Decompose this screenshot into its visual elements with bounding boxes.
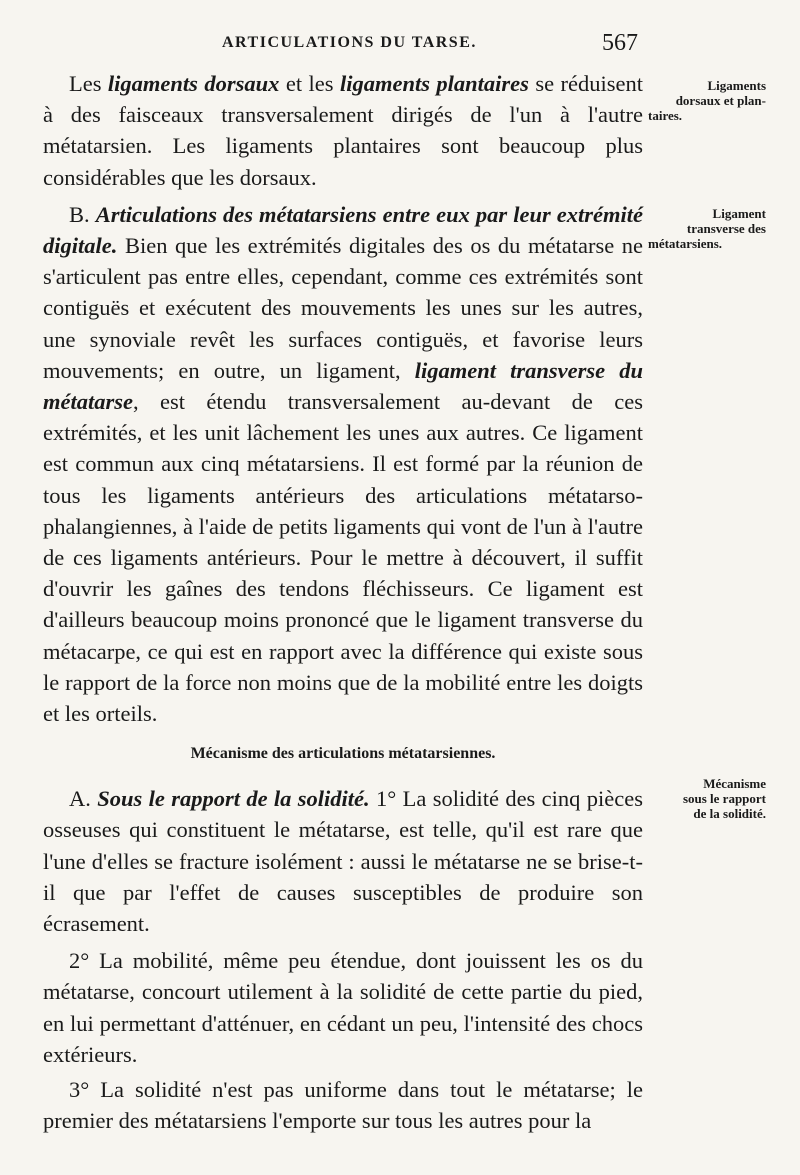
margin-note-line: taires. bbox=[648, 108, 683, 123]
paragraph-solidite bbox=[43, 783, 643, 939]
running-title: ARTICULATIONS DU TARSE. bbox=[222, 34, 477, 51]
margin-note-ligaments-dorsaux bbox=[648, 78, 766, 123]
margin-note-line: dorsaux et plan- bbox=[675, 93, 766, 108]
section-title: Mécanisme des articulations métatarsiennes. bbox=[190, 745, 496, 763]
italic-term: Articulations des métatarsiens entre eux par leur extrémité digitale. bbox=[43, 201, 643, 259]
text-run: 1° La solidité des cinq pièces osseuses qui constituent le métatarse, est telle, qu'il est rare que l'une d'elles se fracture isolément : aussi le métatarse ne se brise-t-il que par l'effet de causes susceptibles de produire son écrasement. bbox=[43, 786, 643, 937]
margin-note-line: de la solidité. bbox=[693, 806, 766, 821]
text-run: Bien que les extrémités digitales des os du métatarse ne s'articulent pas entre elles, cependant, comme ces extrémités sont contiguës et exécutent des mouvements les unes sur les autres, une synoviale revêt les surfaces contiguës, et favorise leurs mouvements; en outre, un ligament, bbox=[43, 233, 643, 383]
text-run: se réduisent à des faisceaux transversalement dirigés de l'un à l'autre métatarsien. Les ligaments plantaires sont beaucoup plus considérables que les dorsaux. bbox=[43, 71, 644, 190]
margin-note-line: Mécanisme bbox=[703, 776, 766, 791]
italic-term: ligaments dorsaux bbox=[107, 71, 280, 96]
main-text bbox=[43, 68, 643, 1137]
text-run: A. bbox=[69, 786, 98, 812]
margin-note-ligament-transverse bbox=[648, 206, 766, 251]
margin-note-line: sous le rapport bbox=[682, 791, 766, 806]
text-run: et les bbox=[279, 71, 340, 96]
paragraph-solidite-uniforme: 3° La solidité n'est pas uniforme dans tout le métatarse; le premier des métatarsiens l'emporte sur tous les autres pour la bbox=[43, 1077, 643, 1134]
italic-term: ligament transverse du métatarse bbox=[43, 357, 643, 415]
text-run: Les bbox=[69, 71, 108, 96]
margin-note-line: transverse des bbox=[686, 221, 766, 236]
margin-note-line: métatarsiens. bbox=[648, 236, 723, 251]
page-number: 567 bbox=[602, 30, 638, 56]
margin-note-mecanisme bbox=[648, 776, 766, 821]
italic-term: Sous le rapport de la solidité. bbox=[97, 786, 370, 812]
italic-term: ligaments plantaires bbox=[339, 71, 529, 96]
paragraph-mobilite: 2° La mobilité, même peu étendue, dont jouissent les os du métatarse, concourt utilement à la solidité de cette partie du pied, en lui permettant d'atténuer, en cédant un peu, l'intensité des chocs extérieurs. bbox=[43, 948, 643, 1067]
text-run: , est étendu transversalement au-devant de ces extrémités, et les unit lâchement les unes aux autres. Ce ligament est commun aux cinq métatarsiens. Il est formé par la réunion de tous les ligaments antérieurs des articulations métatarso-phalangiennes, à l'aide de petits ligaments qui vont de l'un à l'autre de ces ligaments antérieurs. Pour le mettre à découvert, il suffit d'ouvrir les gaînes des tendons fléchisseurs. Ce ligament est d'ailleurs beaucoup moins prononcé que le ligament transverse du métacarpe, ce qui est en rapport avec la différence qui existe sous le rapport de la force non moins que de la mobilité entre les doigts et les orteils. bbox=[43, 389, 643, 727]
margin-note-line: Ligaments bbox=[707, 78, 766, 93]
paragraph-articulations-extremite bbox=[43, 199, 643, 729]
page-header bbox=[0, 30, 800, 60]
margin-note-line: Ligament bbox=[712, 206, 766, 221]
text-run: B. bbox=[69, 201, 96, 227]
paragraph-ligaments-dorsaux bbox=[43, 68, 643, 193]
